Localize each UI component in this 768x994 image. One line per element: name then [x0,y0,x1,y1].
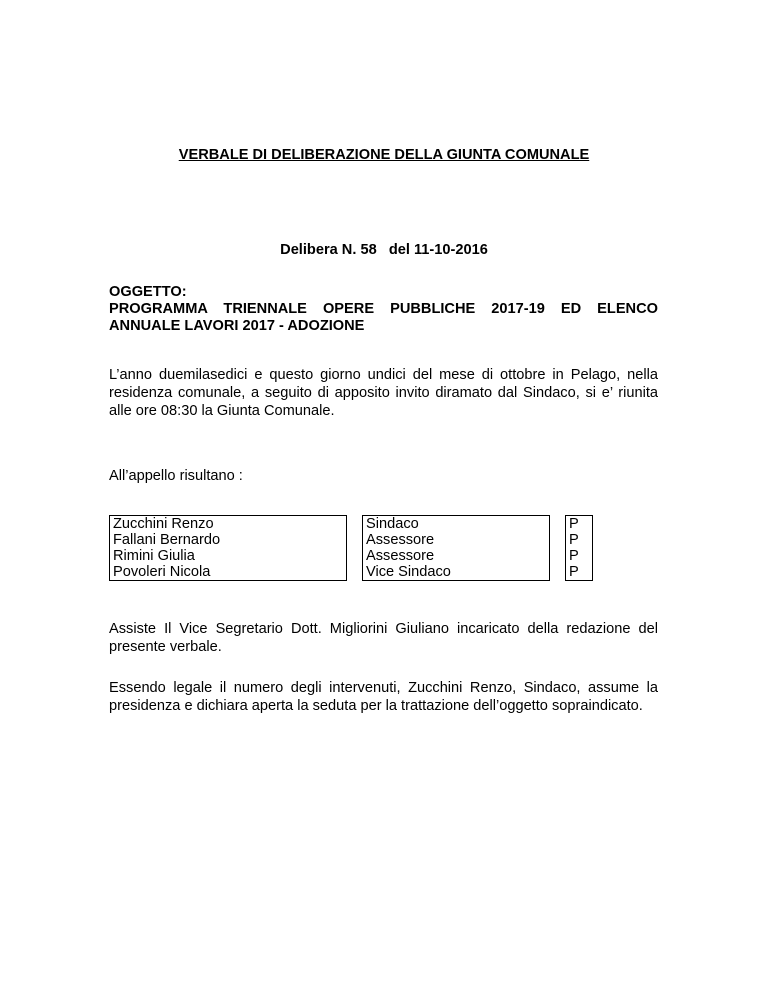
member-presence: P [566,564,593,581]
document-title: VERBALE DI DELIBERAZIONE DELLA GIUNTA COMUNALE [178,147,590,163]
member-role: Sindaco [363,516,550,533]
table-row [110,532,593,548]
member-name: Zucchini Renzo [110,516,347,533]
paragraph-anno: L’anno duemilasedici e questo giorno undici del mese di ottobre in Pelago, nella residenza comunale, a seguito di apposito invito diramato dal Sindaco, si e’ riunita alle ore 08:30 la Giunta Comunale. [109,367,658,419]
member-name: Povoleri Nicola [110,564,347,581]
oggetto-section [109,284,658,335]
table-row [110,564,593,581]
member-role: Assessore [363,548,550,564]
member-role: Assessore [363,532,550,548]
member-presence: P [566,516,593,533]
oggetto-text: PROGRAMMA TRIENNALE OPERE PUBBLICHE 2017-19 ED ELENCO ANNUALE LAVORI 2017 - ADOZIONE [109,301,658,334]
member-role: Vice Sindaco [363,564,550,581]
paragraph-essendo: Essendo legale il numero degli intervenuti, Zucchini Renzo, Sindaco, assume la presidenza e dichiara aperta la seduta per la trattazione dell’oggetto sopraindicato. [109,680,658,714]
oggetto-label: OGGETTO: [109,284,187,300]
table-row [110,548,593,564]
delibera-number: Delibera N. 58 del 11-10-2016 [280,242,488,258]
member-name: Fallani Bernardo [110,532,347,548]
member-name: Rimini Giulia [110,548,347,564]
member-presence: P [566,548,593,564]
paragraph-appello: All’appello risultano : [109,468,243,484]
table-row [110,516,593,533]
paragraph-assiste: Assiste Il Vice Segretario Dott. Migliorini Giuliano incaricato della redazione del presente verbale. [109,621,658,655]
member-presence: P [566,532,593,548]
presence-table [109,515,593,581]
